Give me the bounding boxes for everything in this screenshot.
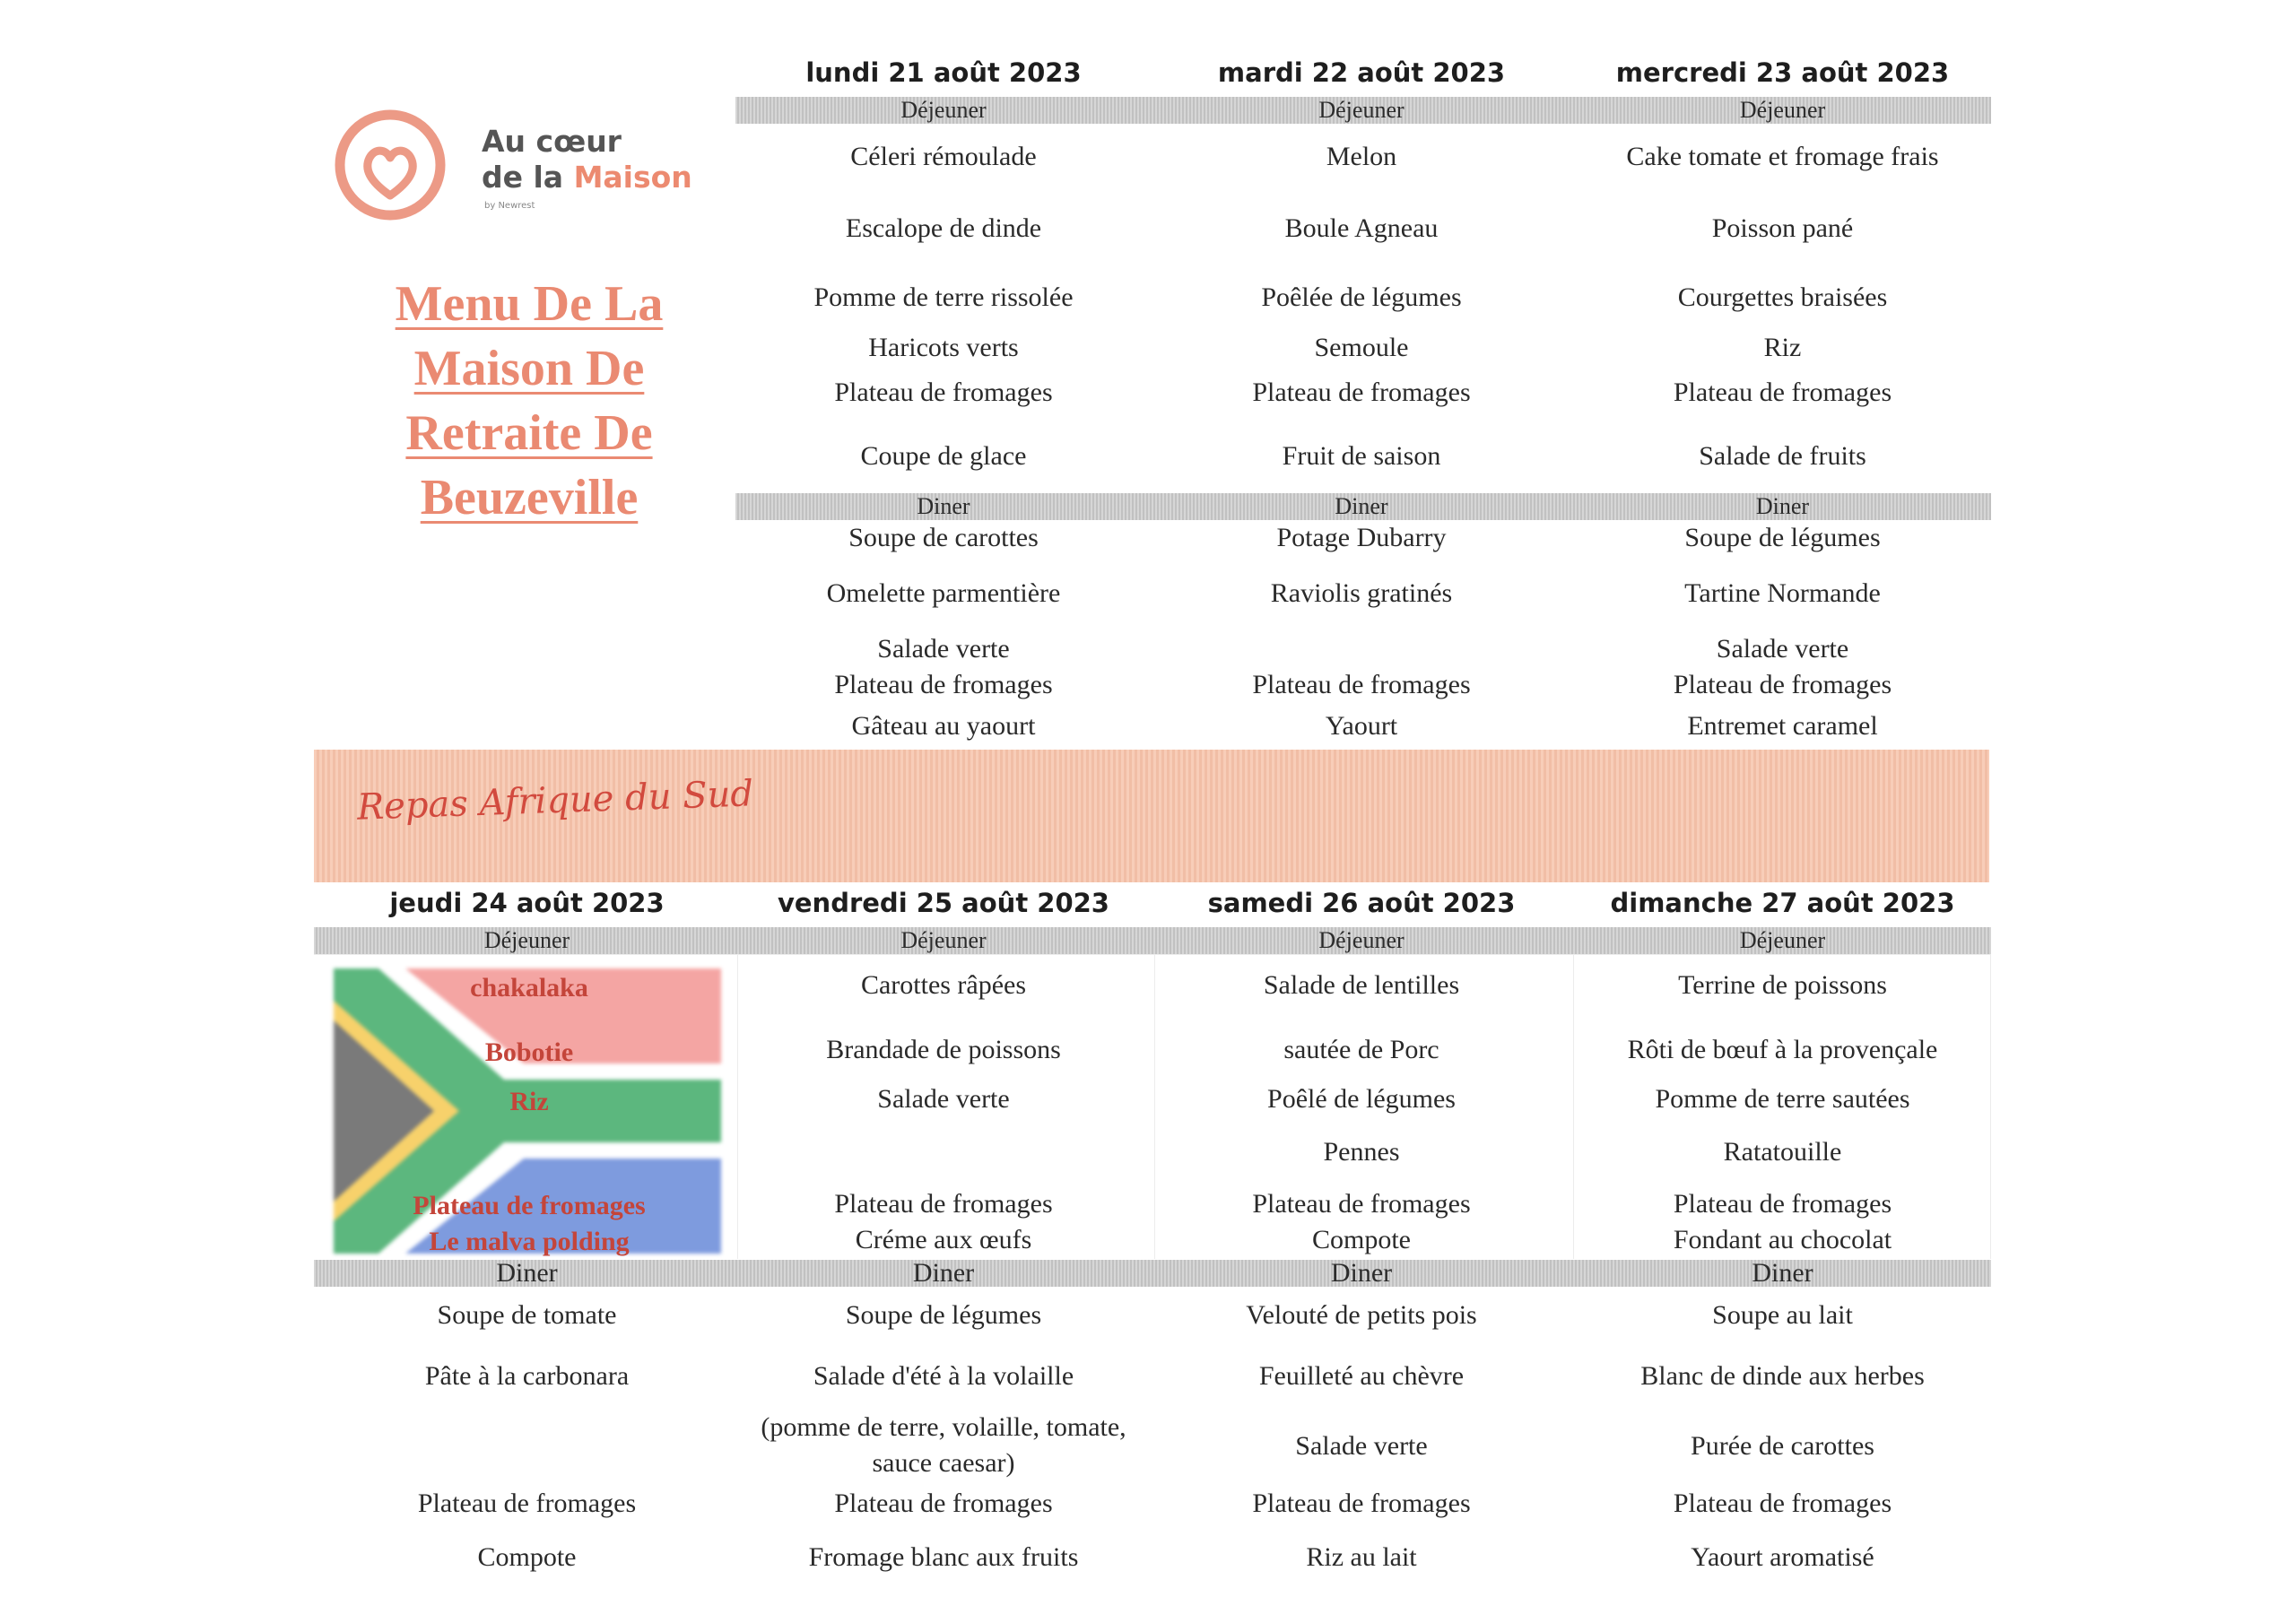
day-header: jeudi 24 août 2023 (389, 888, 665, 918)
menu-item: Potage Dubarry (1276, 523, 1447, 552)
menu-item: Plateau de fromages (1252, 1189, 1471, 1219)
dejeuner-label: Déjeuner (483, 927, 570, 953)
menu-item: Riz au lait (1306, 1542, 1417, 1572)
menu-item: Fruit de saison (1282, 441, 1441, 471)
menu-item: Fromage blanc aux fruits (808, 1542, 1079, 1572)
menu-item: Yaourt (1325, 711, 1398, 741)
menu-item: Purée de carottes (1691, 1431, 1874, 1461)
menu-item: Plateau de fromages (1252, 1488, 1471, 1518)
menu-item: Raviolis gratinés (1270, 578, 1453, 608)
day-header: dimanche 27 août 2023 (1610, 888, 1955, 918)
title-line3: Retraite De (405, 405, 653, 461)
menu-item: Ratatouille (1723, 1137, 1842, 1167)
menu-item: Plateau de fromages (834, 1189, 1053, 1219)
menu-item: Plateau de fromages (1673, 1189, 1892, 1219)
menu-item: Plateau de fromages (1252, 378, 1471, 407)
menu-item: Gâteau au yaourt (851, 711, 1036, 741)
menu-item: Pomme de terre sautées (1655, 1084, 1910, 1114)
menu-item: Poêlée de légumes (1261, 282, 1462, 312)
menu-item: Plateau de fromages (1673, 1488, 1892, 1518)
menu-item: Feuilleté au chèvre (1258, 1361, 1465, 1391)
menu-item: Soupe de légumes (1684, 523, 1881, 552)
day-header: lundi 21 août 2023 (805, 57, 1082, 88)
diner-label: Diner (1755, 493, 1810, 519)
logo (334, 108, 692, 224)
menu-item: Plateau de fromages (1673, 670, 1892, 699)
dejeuner-label: Déjeuner (1739, 97, 1826, 123)
menu-item: Carottes râpées (860, 970, 1027, 1000)
menu-item: Salade verte (1716, 634, 1849, 664)
menu-item: Salade verte (1295, 1431, 1428, 1461)
logo-line2 (482, 160, 692, 195)
menu-item: Semoule (1314, 333, 1409, 362)
menu-item: Pennes (1323, 1137, 1400, 1167)
menu-item: Soupe au lait (1712, 1300, 1853, 1330)
menu-item: Poisson pané (1711, 213, 1854, 243)
menu-item: Cake tomate et fromage frais (1626, 142, 1939, 171)
menu-item: Plateau de fromages (417, 1488, 637, 1518)
menu-item: Haricots verts (868, 333, 1019, 362)
menu-item: Terrine de poissons (1678, 970, 1887, 1000)
menu-item: Velouté de petits pois (1246, 1300, 1477, 1330)
menu-item: chakalaka (470, 973, 588, 1002)
menu-item: Pâte à la carbonara (424, 1361, 630, 1391)
menu-item: Plateau de fromages (1673, 378, 1892, 407)
menu-item: Pomme de terre rissolée (813, 282, 1074, 312)
dejeuner-label: Déjeuner (1739, 927, 1826, 953)
menu-item: Plateau de fromages (834, 1488, 1053, 1518)
menu-item: sauce caesar) (872, 1448, 1015, 1478)
title-line2: Maison De (413, 341, 645, 396)
menu-item: Plateau de fromages (1252, 670, 1471, 699)
logo-line2-b: Maison (573, 160, 692, 195)
menu-item: Salade de lentilles (1263, 970, 1460, 1000)
menu-item: Blanc de dinde aux herbes (1640, 1361, 1925, 1391)
dejeuner-label: Déjeuner (900, 927, 987, 953)
special-meal-title: Repas Afrique du Sud (356, 773, 754, 829)
menu-item: Salade verte (877, 634, 1010, 664)
logo-line1: Au cœur (482, 124, 622, 159)
grid-line (314, 954, 1991, 955)
menu-item: Poêlé de légumes (1267, 1084, 1456, 1114)
menu-item: Riz (1763, 333, 1802, 362)
dejeuner-label: Déjeuner (1318, 927, 1405, 953)
menu-item: Céleri rémoulade (850, 142, 1037, 171)
title-line4: Beuzeville (420, 470, 639, 525)
menu-item: Compote (1312, 1225, 1411, 1254)
day-header: vendredi 25 août 2023 (777, 888, 1109, 918)
menu-item: Salade verte (877, 1084, 1010, 1114)
menu-item: Soupe de légumes (845, 1300, 1042, 1330)
menu-item: Riz (509, 1087, 549, 1116)
logo-byline: by Newrest (484, 201, 535, 211)
menu-item: Coupe de glace (860, 441, 1027, 471)
menu-item: Melon (1326, 142, 1397, 171)
menu-item: Escalope de dinde (845, 213, 1042, 243)
title-line1: Menu De La (395, 276, 664, 332)
diner-label: Diner (1752, 1258, 1813, 1288)
menu-item: Compote (477, 1542, 577, 1572)
diner-label: Diner (496, 1258, 558, 1288)
menu-item: Soupe de tomate (437, 1300, 617, 1330)
menu-item: Rôti de bœuf à la provençale (1627, 1035, 1938, 1064)
day-header: mercredi 23 août 2023 (1615, 57, 1950, 88)
logo-line2-a: de la (482, 160, 574, 195)
menu-item: Yaourt aromatisé (1691, 1542, 1874, 1572)
page-title (341, 272, 718, 530)
menu-item: Plateau de fromages (834, 378, 1053, 407)
dejeuner-label: Déjeuner (900, 97, 987, 123)
menu-item: Brandade de poissons (826, 1035, 1061, 1064)
menu-item: Salade d'été à la volaille (813, 1361, 1074, 1391)
menu-item: Boule Agneau (1284, 213, 1439, 243)
heart-logo-icon (334, 108, 450, 224)
day-header: mardi 22 août 2023 (1217, 57, 1506, 88)
diner-label: Diner (1330, 1258, 1393, 1288)
menu-item: Salade de fruits (1699, 441, 1866, 471)
menu-item: Plateau de fromages (413, 1191, 646, 1220)
menu-item: Plateau de fromages (834, 670, 1053, 699)
dejeuner-label: Déjeuner (1318, 97, 1405, 123)
menu-item: Fondant au chocolat (1673, 1225, 1892, 1254)
menu-item: Entremet caramel (1687, 711, 1878, 741)
menu-item: Omelette parmentière (826, 578, 1061, 608)
menu-item: Le malva polding (429, 1227, 630, 1256)
menu-item: Tartine Normande (1684, 578, 1881, 608)
menu-item: Soupe de carottes (848, 523, 1039, 552)
menu-item: sautée de Porc (1283, 1035, 1439, 1064)
day-header: samedi 26 août 2023 (1207, 888, 1516, 918)
menu-item: Courgettes braisées (1677, 282, 1888, 312)
diner-label: Diner (912, 1258, 975, 1288)
menu-item: Créme aux œufs (855, 1225, 1032, 1254)
menu-item: (pomme de terre, volaille, tomate, (761, 1412, 1126, 1442)
diner-label: Diner (917, 493, 970, 519)
menu-item: Bobotie (484, 1037, 574, 1067)
diner-label: Diner (1335, 493, 1388, 519)
